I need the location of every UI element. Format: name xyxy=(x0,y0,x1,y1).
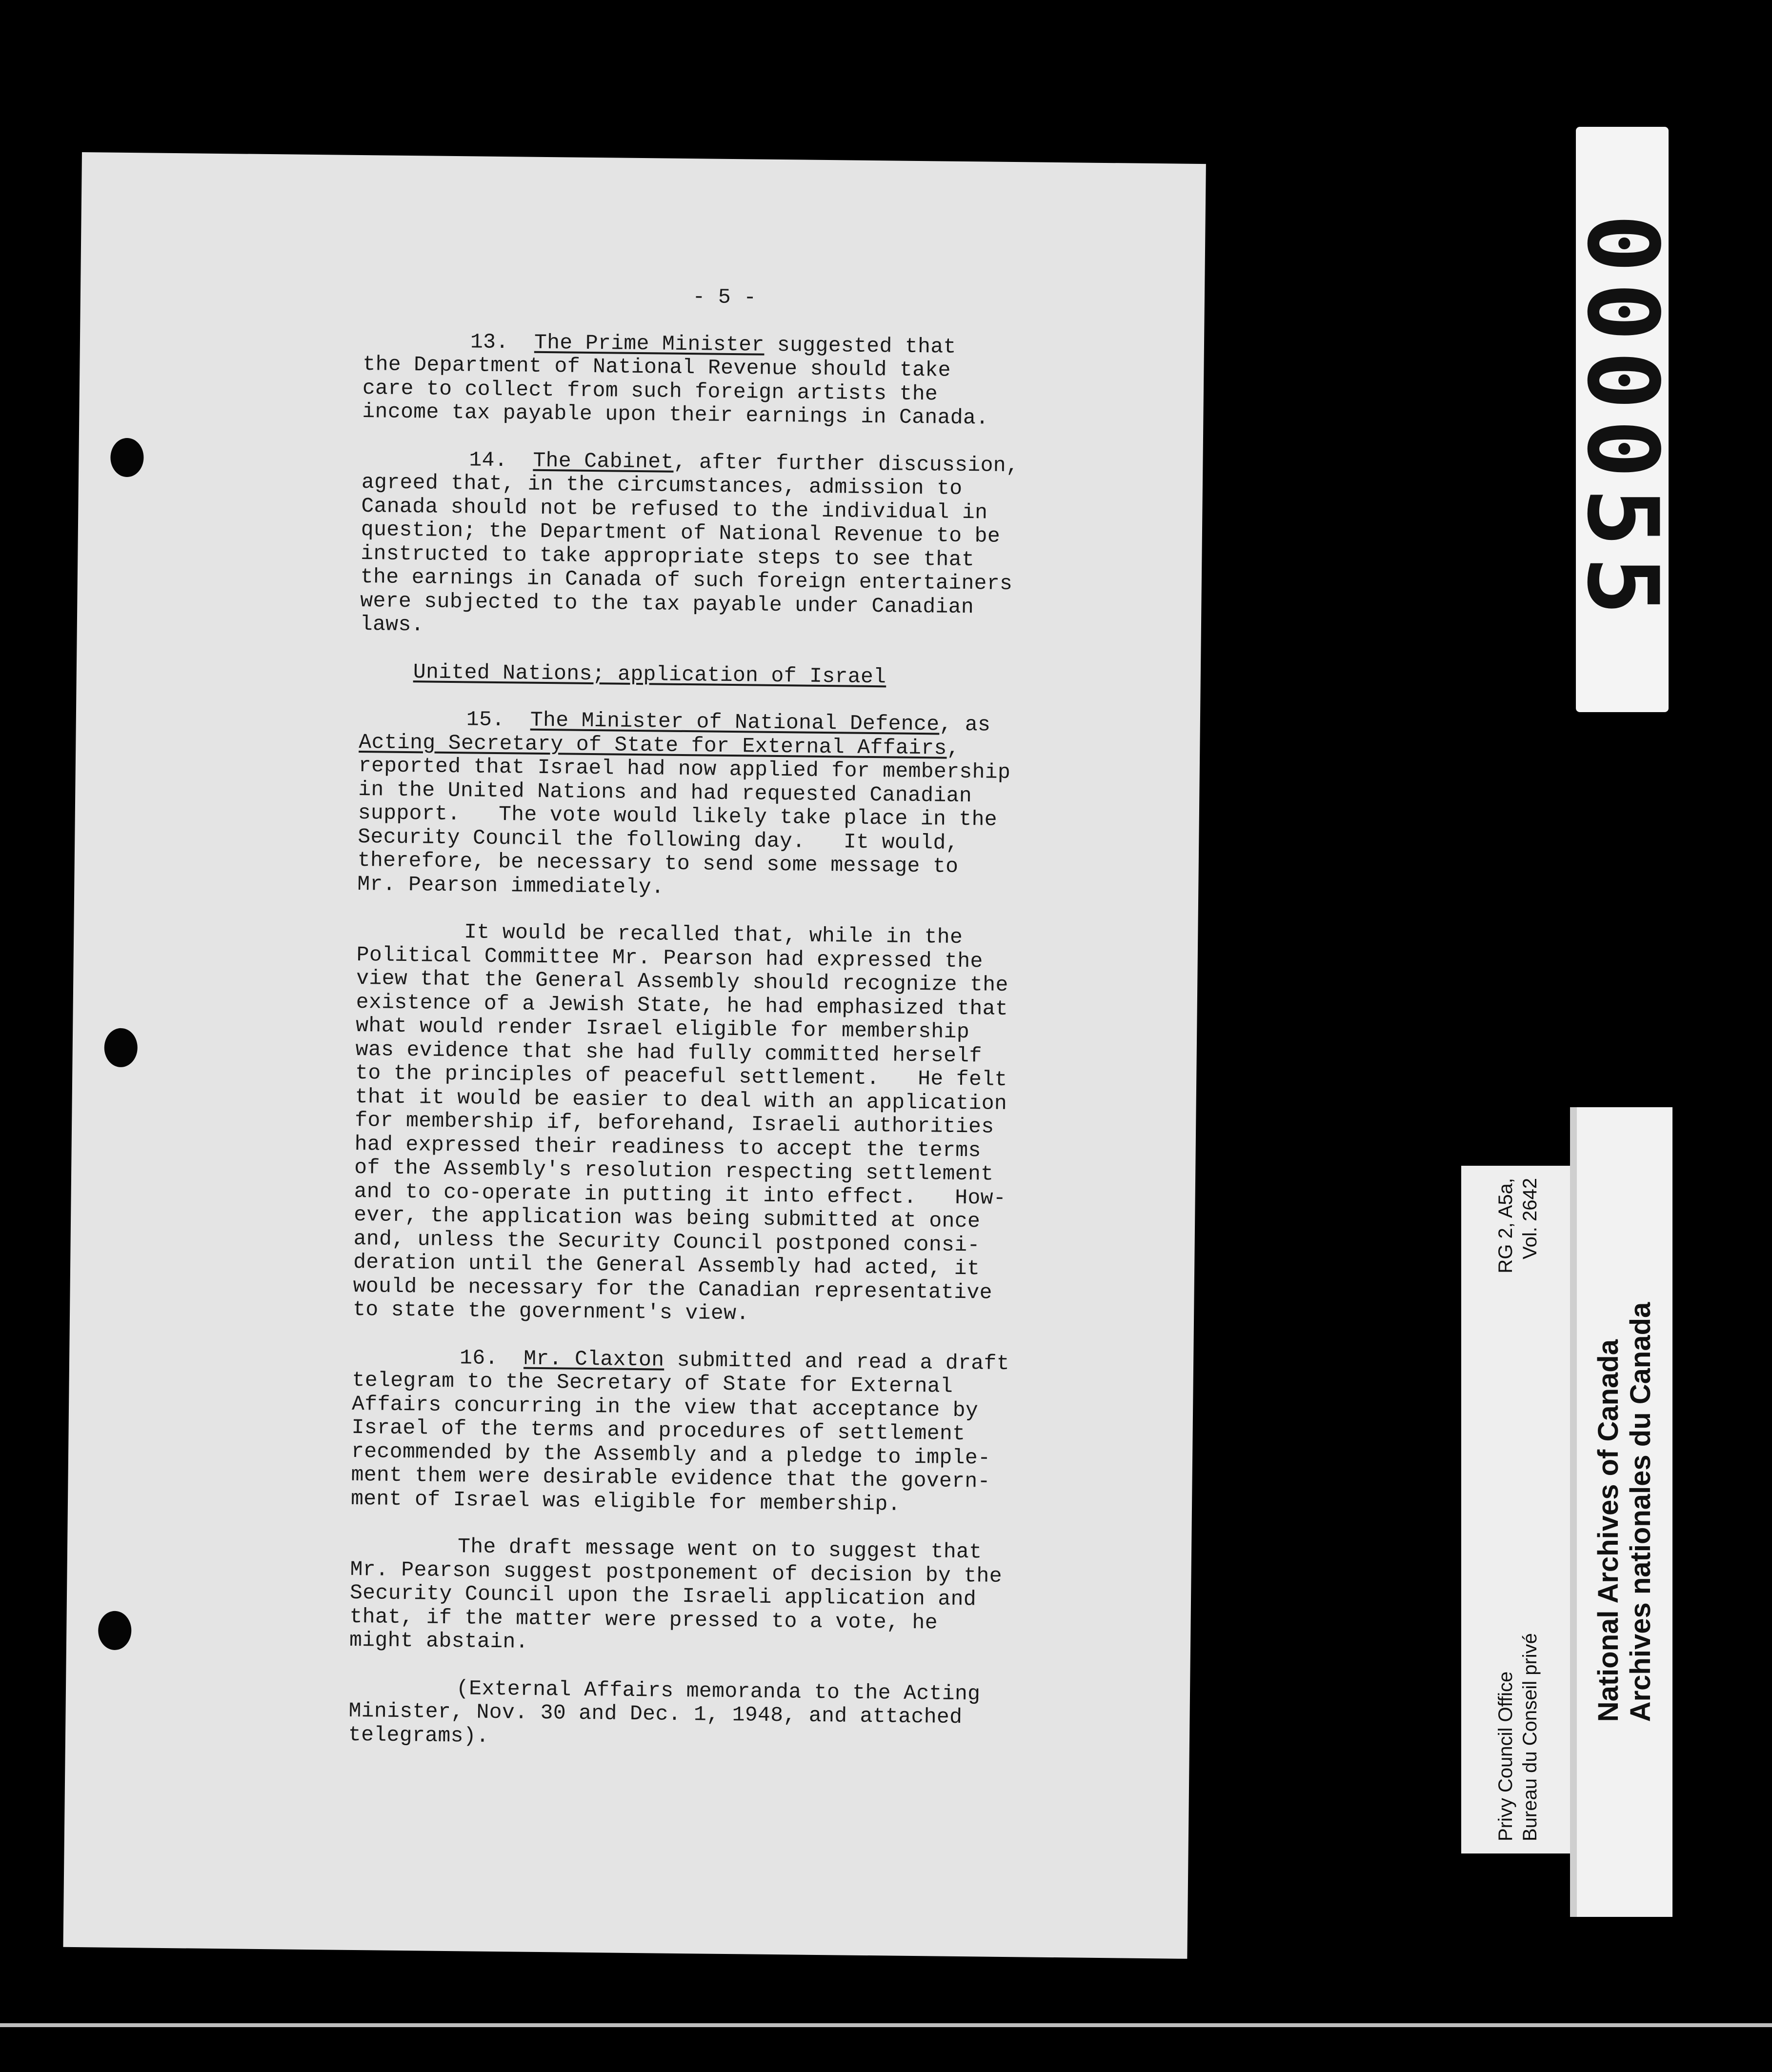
punch-hole-middle xyxy=(104,1028,138,1068)
archives-name-fr: Archives nationales du Canada xyxy=(1625,1302,1656,1722)
paragraph-15 xyxy=(357,707,1179,905)
paragraph-text: The draft message went on to suggest that Mr. Pearson suggest postponement of decision by the Security Council upon the Israeli application and that, if the matter were pressed to a vote, he might abstain. xyxy=(349,1534,1003,1654)
speaker: The Prime Minister xyxy=(534,330,765,357)
label-office-fr: Bureau du Conseil privé xyxy=(1519,1633,1541,1841)
frame-number-stamp xyxy=(1565,127,1679,712)
paragraph-text: It would be recalled that, while in the Political Committee Mr. Pearson had expressed the view that the General Assembly should recognize the existence of a Jewish State, he had emphasized that what would render Israel eligible for membership was evidence that she had fully committed herself to the principles of peaceful settlement. He felt that it would be easier to deal with an application for membership if, beforehand, Israeli authorities had expressed their readiness to accept the terms of the Assembly's resolution respecting settlement and to co-operate in putting it into effect. How- ever, the application was being submitted at once and, unless the Security Council postponed consi- deration until the General Assembly had acted, it would be necessary for the Canadian representative to state the government's view. xyxy=(352,920,1008,1326)
archives-label xyxy=(1570,1107,1672,1917)
film-edge xyxy=(0,2023,1772,2027)
punch-hole-bottom xyxy=(98,1611,132,1651)
paragraph-text: , as xyxy=(939,712,991,737)
speaker: The Cabinet xyxy=(533,448,674,474)
heading-text: United Nations; application of Israel xyxy=(413,659,886,689)
paragraph-15-continued xyxy=(353,919,1177,1330)
label-row xyxy=(1518,1178,1542,1841)
label-reference: RG 2, A5a, xyxy=(1495,1178,1516,1274)
paragraph-number: 13. xyxy=(470,329,509,354)
paragraph-16 xyxy=(351,1345,1172,1519)
reference-note xyxy=(348,1675,1168,1755)
frame-number: 000055 xyxy=(1565,214,1679,625)
source-label xyxy=(1461,1166,1574,1853)
source-label-text xyxy=(1493,1178,1542,1841)
paragraph-text: submitted and read a draft telegram to the Secretary of State for External Affairs concurring in the view that acceptance by Israel of the terms and procedures of settlement recommended by the Assembly and a pledge to imple- ment them were desirable evidence that the govern- ment of Israel was eligible for membership. xyxy=(350,1348,1010,1516)
document-page xyxy=(63,152,1206,1959)
paragraph-text: (External Affairs memoranda to the Acting Minister, Nov. 30 and Dec. 1, 1948, and attached telegrams). xyxy=(348,1676,981,1748)
archives-label-text xyxy=(1592,1302,1657,1722)
punch-hole-top xyxy=(110,438,144,478)
paragraph-16-continued xyxy=(349,1534,1170,1661)
document-text xyxy=(348,282,1183,1778)
section-heading xyxy=(413,660,1179,692)
paragraph-number: 16. xyxy=(459,1345,499,1370)
speaker-title: Acting Secretary of State for External Affairs xyxy=(359,730,947,760)
paragraph-number: 15. xyxy=(466,707,505,732)
page-number: - 5 - xyxy=(692,285,757,310)
paragraph-text: , after further discussion, agreed that, in the circumstances, admission to Canada should not be refused to the individual in question; the Department of National Revenue to be instructed to take appropriate steps to see that the earnings in Canada of such foreign entertainers were subjected to the tax payable under Canadian laws. xyxy=(360,450,1019,637)
speaker: Mr. Claxton xyxy=(523,1346,664,1372)
paragraph-number: 14. xyxy=(469,447,508,472)
paragraph-13 xyxy=(362,329,1183,433)
paragraph-text: suggested that the Department of National Revenue should take care to collect from such foreign artists the income tax payable upon their earnings in Canada. xyxy=(362,333,989,430)
label-office-en: Privy Council Office xyxy=(1495,1671,1516,1841)
archives-name-en: National Archives of Canada xyxy=(1592,1339,1624,1722)
speaker: The Minister of National Defence xyxy=(530,708,940,737)
label-row xyxy=(1493,1178,1518,1841)
paragraph-14 xyxy=(360,447,1182,645)
label-volume: Vol. 2642 xyxy=(1519,1178,1541,1259)
paragraph-text: , reported that Israel had now applied for membership in the United Nations and had requested Canadian support. The vote would likely take place in the Security Council the following day. It would, therefore, be necessary to send some message to Mr. Pearson immediately. xyxy=(357,736,1011,899)
